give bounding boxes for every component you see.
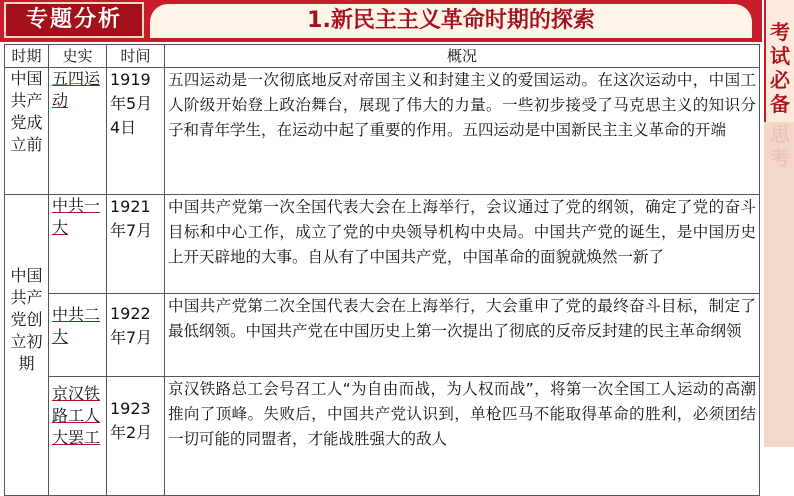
time-cell: 1923年2月 xyxy=(107,377,165,496)
period-cell: 中国共产党创立初期 xyxy=(5,195,49,496)
ribbon-ghost-label: 思考 xyxy=(770,122,790,170)
event-cell[interactable]: 中共二大 xyxy=(49,294,107,377)
table-header-row xyxy=(5,45,760,68)
overview-cell: 五四运动是一次彻底地反对帝国主义和封建主义的爱国运动。在这次运动中，中国工人阶级开始登上政治舞台，展现了伟大的力量。一些初步接受了马克思主义的知识分子和青年学生，在运动中起了重要的作用。五四运动是中国新民主主义革命的开端 xyxy=(165,68,760,195)
table-row xyxy=(5,195,760,294)
overview-cell: 中国共产党第二次全国代表大会在上海举行，大会重申了党的最终奋斗目标，制定了最低纲领。中国共产党在中国历史上第一次提出了彻底的反帝反封建的民主革命纲领 xyxy=(165,294,760,377)
side-ribbon xyxy=(764,0,794,447)
event-cell[interactable]: 五四运动 xyxy=(49,68,107,195)
page-title: 1.新民主主义革命时期的探索 xyxy=(150,4,752,38)
ribbon-label: 考试必备 xyxy=(770,20,790,116)
event-cell[interactable]: 京汉铁路工人大罢工 xyxy=(49,377,107,496)
time-cell: 1921年7月 xyxy=(107,195,165,294)
header-overview: 概况 xyxy=(165,45,760,68)
overview-cell: 京汉铁路总工会号召工人“为自由而战，为人权而战”，将第一次全国工人运动的高潮推向了顶峰。失败后，中国共产党认识到，单枪匹马不能取得革命的胜利，必须团结一切可能的同盟者，才能战胜强大的敌人 xyxy=(165,377,760,496)
time-cell: 1919年5月4日 xyxy=(107,68,165,195)
header-bar xyxy=(0,0,762,42)
history-table xyxy=(4,44,760,496)
table-row xyxy=(5,377,760,496)
ribbon-main xyxy=(764,0,794,122)
table-row xyxy=(5,294,760,377)
time-cell: 1922年7月 xyxy=(107,294,165,377)
header-period: 时期 xyxy=(5,45,49,68)
header-time: 时间 xyxy=(107,45,165,68)
period-cell: 中国共产党成立前 xyxy=(5,68,49,195)
event-cell[interactable]: 中共一大 xyxy=(49,195,107,294)
header-event: 史实 xyxy=(49,45,107,68)
table-row xyxy=(5,68,760,195)
overview-cell: 中国共产党第一次全国代表大会在上海举行，会议通过了党的纲领，确定了党的奋斗目标和中心工作，成立了党的中央领导机构中央局。中国共产党的诞生，是中国历史上开天辟地的大事。自从有了中国共产党，中国革命的面貌就焕然一新了 xyxy=(165,195,760,294)
section-badge: 专题分析 xyxy=(4,2,144,38)
